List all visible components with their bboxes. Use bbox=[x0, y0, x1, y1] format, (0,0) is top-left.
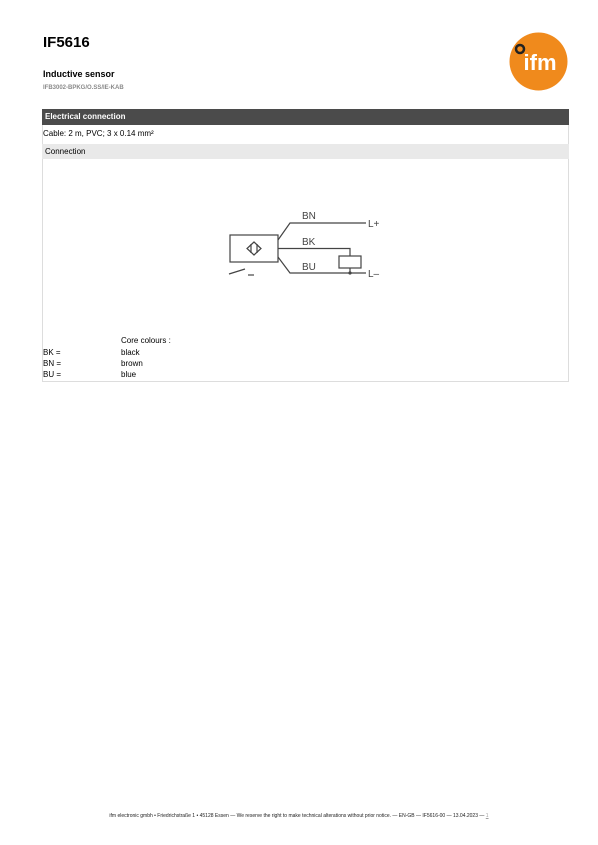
load bbox=[339, 256, 361, 268]
label-l-plus: L+ bbox=[368, 219, 380, 230]
core-code: BU = bbox=[43, 370, 62, 379]
core-name: black bbox=[121, 348, 140, 357]
core-colours-title: Core colours : bbox=[121, 336, 171, 345]
footer-text: ifm electronic gmbh • Friedrichstraße 1 • 45128 Essen — We reserve the right to make technical alterations without prior notice. — EN-GB — IF5616-00 — 13.04.2023 — bbox=[109, 813, 485, 819]
page-number-link[interactable]: 1 bbox=[485, 813, 489, 819]
section-header-electrical-connection: Electrical connection bbox=[42, 109, 569, 125]
label-bk: BK bbox=[302, 237, 316, 248]
core-name: brown bbox=[121, 359, 143, 368]
wire-bn bbox=[278, 223, 366, 240]
logo-text: ifm bbox=[523, 50, 557, 75]
label-l-minus: L– bbox=[368, 269, 380, 280]
wire-bk bbox=[278, 249, 350, 257]
connection-subheader: Connection bbox=[42, 144, 569, 159]
sensor-symbol bbox=[247, 242, 261, 255]
wire-bu bbox=[278, 257, 366, 273]
product-subtitle: Inductive sensor bbox=[43, 69, 115, 79]
wiring-diagram bbox=[220, 203, 390, 283]
footer bbox=[0, 813, 598, 819]
core-code: BN = bbox=[43, 359, 62, 368]
product-code: IF5616 bbox=[43, 34, 90, 51]
label-bu: BU bbox=[302, 262, 316, 273]
ifm-logo bbox=[509, 32, 568, 91]
sensor-body bbox=[230, 235, 278, 262]
label-bn: BN bbox=[302, 211, 316, 222]
article-number: IFB3002-BPKG/O.SS/IE-KAB bbox=[43, 85, 124, 91]
core-code: BK = bbox=[43, 348, 61, 357]
core-name: blue bbox=[121, 370, 137, 379]
switch-symbol bbox=[229, 269, 245, 274]
cable-spec: Cable: 2 m, PVC; 3 x 0.14 mm² bbox=[43, 129, 154, 138]
